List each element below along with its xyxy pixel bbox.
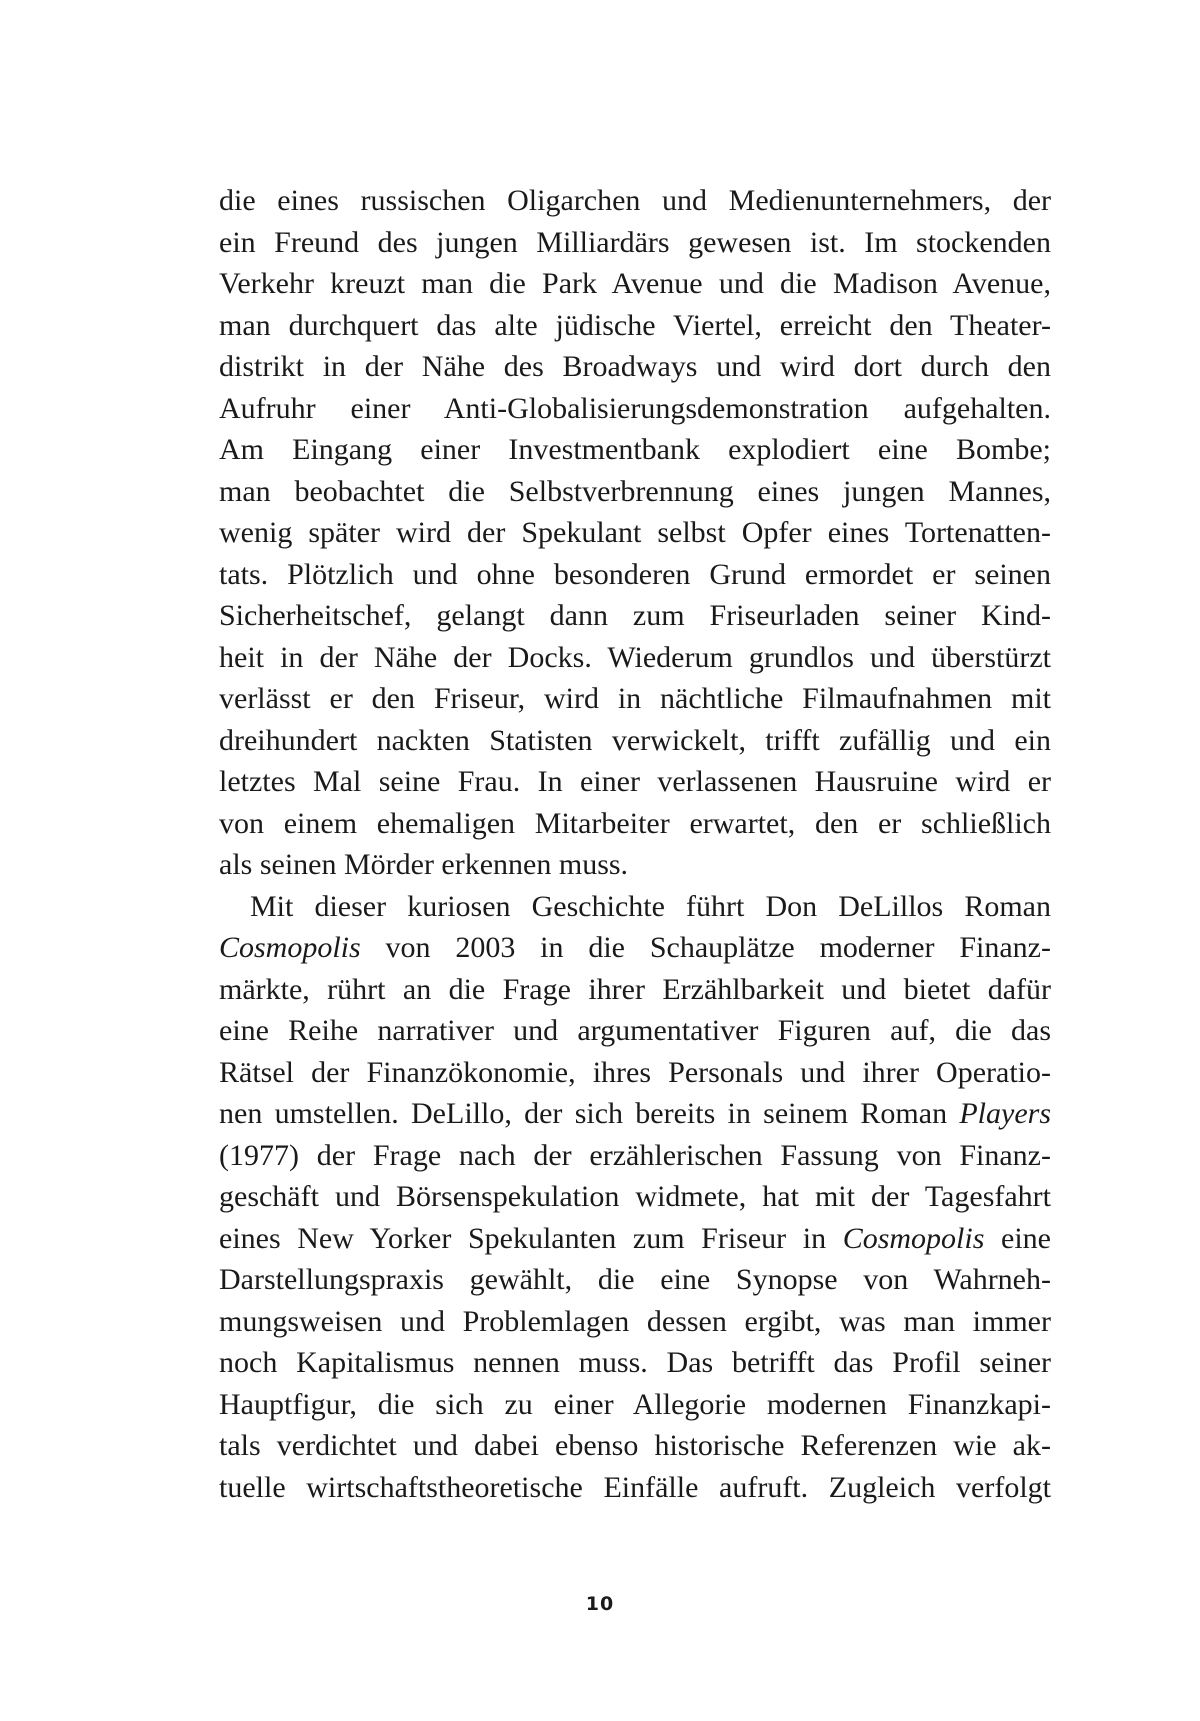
paragraph-start-line: Mit dieser kuriosen Geschichte führt Don DeLillos Roman bbox=[250, 889, 1051, 923]
text-line bbox=[219, 927, 1051, 969]
text-line: ein Freund des jungen Milliardärs gewesen ist. Im stockenden bbox=[219, 225, 1051, 259]
text-segment: nen umstellen. DeLillo, der sich bereits in seinem Roman bbox=[219, 1097, 960, 1130]
text-line: noch Kapitalismus nennen muss. Das betrifft das Profil seiner bbox=[219, 1346, 1051, 1379]
body-text bbox=[219, 180, 1051, 1508]
text-line: Darstellungspraxis gewählt, die eine Synopse von Wahrneh- bbox=[219, 1263, 1051, 1296]
text-line: distrikt in der Nähe des Broadways und wird dort durch den bbox=[219, 350, 1051, 383]
text-line: man beobachtet die Selbstverbrennung eines jungen Mannes, bbox=[219, 474, 1051, 508]
text-segment: eines New Yorker Spekulanten zum Friseur in bbox=[219, 1221, 843, 1255]
text-line: tuelle wirtschaftstheoretische Einfälle aufruft. Zugleich verfolgt bbox=[219, 1470, 1051, 1504]
text-line: Verkehr kreuzt man die Park Avenue und die Madison Avenue, bbox=[219, 267, 1051, 300]
text-line: Sicherheitschef, gelangt dann zum Friseurladen seiner Kind- bbox=[219, 599, 1051, 632]
text-line: Am Eingang einer Investmentbank explodiert eine Bombe; bbox=[219, 433, 1051, 466]
text-segment: eine bbox=[984, 1221, 1051, 1255]
text-line: eine Reihe narrativer und argumentativer Figuren auf, die das bbox=[219, 1014, 1051, 1047]
book-title: Cosmopolis bbox=[219, 931, 361, 964]
text-line: (1977) der Frage nach der erzählerischen Fassung von Finanz- bbox=[219, 1138, 1051, 1172]
text-line: märkte, rührt an die Frage ihrer Erzählbarkeit und bietet dafür bbox=[219, 972, 1051, 1006]
page-number: 10 bbox=[585, 1593, 615, 1615]
text-line: verlässt er den Friseur, wird in nächtliche Filmaufnahmen mit bbox=[219, 682, 1051, 715]
text-line: Rätsel der Finanzökonomie, ihres Personals und ihrer Operatio- bbox=[219, 1055, 1051, 1089]
text-line: letztes Mal seine Frau. In einer verlassenen Hausruine wird er bbox=[219, 765, 1051, 798]
text-line: die eines russischen Oligarchen und Medienunternehmers, der bbox=[219, 184, 1051, 217]
text-line bbox=[219, 1093, 1051, 1135]
text-line: man durchquert das alte jüdische Viertel, erreicht den Theater- bbox=[219, 308, 1051, 342]
text-line: heit in der Nähe der Docks. Wiederum grundlos und überstürzt bbox=[219, 640, 1051, 674]
text-line: Hauptfigur, die sich zu einer Allegorie modernen Finanzkapi- bbox=[219, 1387, 1051, 1421]
text-line: Aufruhr einer Anti-Globalisierungsdemonstration aufgehalten. bbox=[219, 391, 1051, 425]
text-line: geschäft und Börsenspekulation widmete, hat mit der Tagesfahrt bbox=[219, 1180, 1051, 1213]
text-line: dreihundert nackten Statisten verwickelt, trifft zufällig und ein bbox=[219, 723, 1051, 757]
text-segment: von 2003 in die Schauplätze moderner Finanz- bbox=[360, 931, 1051, 964]
paragraph-end-line: als seinen Mörder erkennen muss. bbox=[219, 848, 629, 881]
book-title: Cosmopolis bbox=[842, 1221, 985, 1255]
text-line: von einem ehemaligen Mitarbeiter erwartet, den er schließlich bbox=[219, 806, 1051, 840]
text-line: wenig später wird der Spekulant selbst Opfer eines Tortenatten- bbox=[219, 516, 1051, 549]
text-line: tats. Plötzlich und ohne besonderen Grund ermordet er seinen bbox=[219, 557, 1051, 591]
text-line: mungsweisen und Problemlagen dessen ergibt, was man immer bbox=[219, 1304, 1051, 1338]
text-line: tals verdichtet und dabei ebenso historische Referenzen wie ak- bbox=[219, 1429, 1051, 1462]
book-title: Players bbox=[959, 1097, 1051, 1130]
text-line bbox=[219, 1218, 1051, 1260]
